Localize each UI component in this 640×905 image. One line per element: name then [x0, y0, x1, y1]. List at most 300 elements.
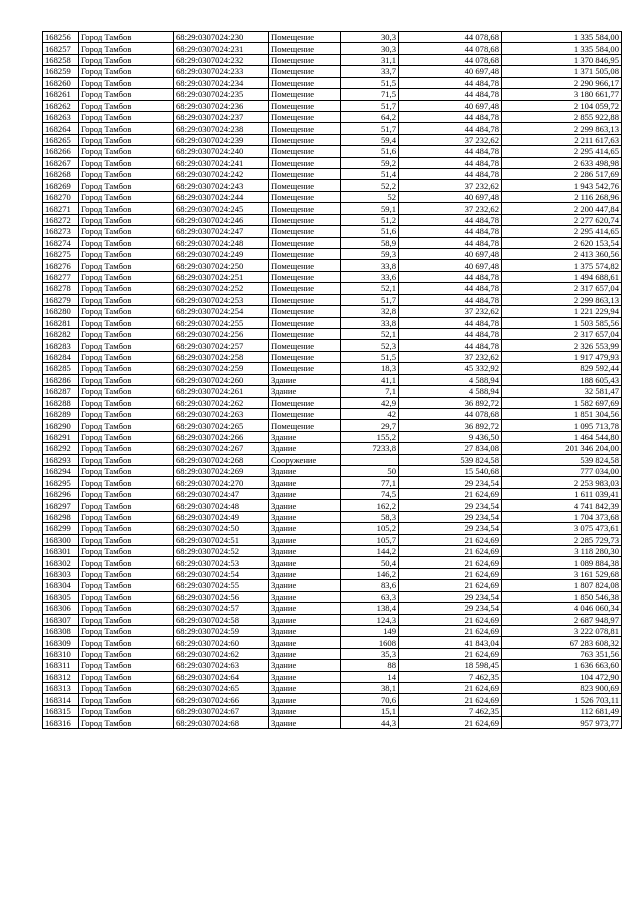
table-row: [43, 397, 622, 408]
cadastral-number-cell: 68:29:0307024:256: [174, 328, 269, 339]
object-type-cell: Помещение: [269, 203, 341, 214]
object-type-cell: Здание: [269, 625, 341, 636]
city-cell: Город Тамбов: [79, 625, 174, 636]
cadastral-value-cell: 3 180 661,77: [502, 89, 622, 100]
table-row: [43, 660, 622, 671]
city-cell: Город Тамбов: [79, 694, 174, 705]
table-row: [43, 306, 622, 317]
area-cell: 52,1: [341, 283, 399, 294]
row-number-cell: 168291: [43, 431, 79, 442]
cadastral-value-cell: 2 200 447,84: [502, 203, 622, 214]
city-cell: Город Тамбов: [79, 545, 174, 556]
cadastral-number-cell: 68:29:0307024:244: [174, 191, 269, 202]
cadastral-number-cell: 68:29:0307024:267: [174, 443, 269, 454]
area-cell: 83,6: [341, 580, 399, 591]
table-row: [43, 214, 622, 225]
city-cell: Город Тамбов: [79, 443, 174, 454]
area-cell: 58,3: [341, 511, 399, 522]
row-number-cell: 168278: [43, 283, 79, 294]
city-cell: Город Тамбов: [79, 500, 174, 511]
object-type-cell: Помещение: [269, 249, 341, 260]
object-type-cell: Здание: [269, 614, 341, 625]
object-type-cell: Помещение: [269, 226, 341, 237]
area-cell: 70,6: [341, 694, 399, 705]
specific-value-cell: 7 462,35: [399, 671, 502, 682]
table-row: [43, 317, 622, 328]
city-cell: Город Тамбов: [79, 351, 174, 362]
table-row: [43, 203, 622, 214]
area-cell: 105,2: [341, 523, 399, 534]
cadastral-number-cell: 68:29:0307024:63: [174, 660, 269, 671]
table-row: [43, 111, 622, 122]
object-type-cell: Помещение: [269, 294, 341, 305]
city-cell: Город Тамбов: [79, 705, 174, 716]
row-number-cell: 168296: [43, 488, 79, 499]
cadastral-number-cell: 68:29:0307024:238: [174, 123, 269, 134]
object-type-cell: Сооружение: [269, 454, 341, 465]
area-cell: 38,1: [341, 683, 399, 694]
area-cell: 64,2: [341, 111, 399, 122]
city-cell: Город Тамбов: [79, 294, 174, 305]
cadastral-value-cell: 67 283 608,32: [502, 637, 622, 648]
city-cell: Город Тамбов: [79, 580, 174, 591]
cadastral-value-cell: 1 526 703,11: [502, 694, 622, 705]
city-cell: Город Тамбов: [79, 660, 174, 671]
city-cell: Город Тамбов: [79, 203, 174, 214]
area-cell: 50,4: [341, 557, 399, 568]
table-row: [43, 420, 622, 431]
specific-value-cell: 44 484,78: [399, 237, 502, 248]
city-cell: Город Тамбов: [79, 717, 174, 728]
object-type-cell: Помещение: [269, 340, 341, 351]
specific-value-cell: 21 624,69: [399, 717, 502, 728]
cadastral-value-cell: 1 335 584,00: [502, 32, 622, 43]
city-cell: Город Тамбов: [79, 431, 174, 442]
table-row: [43, 271, 622, 282]
cadastral-value-cell: 2 116 268,96: [502, 191, 622, 202]
object-type-cell: Здание: [269, 557, 341, 568]
area-cell: 7233,8: [341, 443, 399, 454]
cadastral-value-cell: 2 633 498,98: [502, 157, 622, 168]
object-type-cell: Помещение: [269, 306, 341, 317]
area-cell: 105,7: [341, 534, 399, 545]
object-type-cell: Помещение: [269, 111, 341, 122]
row-number-cell: 168269: [43, 180, 79, 191]
cadastral-value-cell: 4 741 842,39: [502, 500, 622, 511]
city-cell: Город Тамбов: [79, 249, 174, 260]
table-row: [43, 100, 622, 111]
object-type-cell: Здание: [269, 443, 341, 454]
cadastral-value-cell: 2 295 414,65: [502, 226, 622, 237]
cadastral-number-cell: 68:29:0307024:50: [174, 523, 269, 534]
city-cell: Город Тамбов: [79, 477, 174, 488]
row-number-cell: 168267: [43, 157, 79, 168]
row-number-cell: 168290: [43, 420, 79, 431]
object-type-cell: Помещение: [269, 420, 341, 431]
specific-value-cell: 37 232,62: [399, 306, 502, 317]
table-row: [43, 226, 622, 237]
cadastral-number-cell: 68:29:0307024:56: [174, 591, 269, 602]
cadastral-value-cell: 32 581,47: [502, 386, 622, 397]
specific-value-cell: 44 484,78: [399, 111, 502, 122]
specific-value-cell: 44 078,68: [399, 43, 502, 54]
cadastral-number-cell: 68:29:0307024:242: [174, 169, 269, 180]
cadastral-value-cell: 2 299 863,13: [502, 123, 622, 134]
object-type-cell: Здание: [269, 477, 341, 488]
specific-value-cell: 29 234,54: [399, 523, 502, 534]
area-cell: [341, 454, 399, 465]
row-number-cell: 168292: [43, 443, 79, 454]
area-cell: 51,7: [341, 294, 399, 305]
cadastral-number-cell: 68:29:0307024:51: [174, 534, 269, 545]
cadastral-number-cell: 68:29:0307024:261: [174, 386, 269, 397]
cadastral-value-cell: 1 917 479,93: [502, 351, 622, 362]
cadastral-number-cell: 68:29:0307024:236: [174, 100, 269, 111]
area-cell: 51,4: [341, 169, 399, 180]
cadastral-value-cell: 763 351,56: [502, 648, 622, 659]
cadastral-number-cell: 68:29:0307024:231: [174, 43, 269, 54]
area-cell: 32,8: [341, 306, 399, 317]
cadastral-number-cell: 68:29:0307024:57: [174, 603, 269, 614]
specific-value-cell: 21 624,69: [399, 568, 502, 579]
specific-value-cell: 18 598,45: [399, 660, 502, 671]
object-type-cell: Здание: [269, 534, 341, 545]
area-cell: 149: [341, 625, 399, 636]
table-row: [43, 557, 622, 568]
city-cell: Город Тамбов: [79, 466, 174, 477]
area-cell: 59,2: [341, 157, 399, 168]
area-cell: 162,2: [341, 500, 399, 511]
cadastral-value-cell: 3 075 473,61: [502, 523, 622, 534]
cadastral-number-cell: 68:29:0307024:245: [174, 203, 269, 214]
row-number-cell: 168312: [43, 671, 79, 682]
city-cell: Город Тамбов: [79, 54, 174, 65]
row-number-cell: 168308: [43, 625, 79, 636]
specific-value-cell: 44 484,78: [399, 214, 502, 225]
area-cell: 30,3: [341, 43, 399, 54]
area-cell: 31,1: [341, 54, 399, 65]
table-row: [43, 169, 622, 180]
cadastral-number-cell: 68:29:0307024:230: [174, 32, 269, 43]
cadastral-value-cell: 1 089 884,38: [502, 557, 622, 568]
table-row: [43, 431, 622, 442]
row-number-cell: 168303: [43, 568, 79, 579]
specific-value-cell: 40 697,48: [399, 100, 502, 111]
specific-value-cell: 21 624,69: [399, 488, 502, 499]
table-row: [43, 260, 622, 271]
cadastral-number-cell: 68:29:0307024:263: [174, 408, 269, 419]
table-row: [43, 351, 622, 362]
object-type-cell: Помещение: [269, 32, 341, 43]
area-cell: 74,5: [341, 488, 399, 499]
cadastral-value-cell: 188 605,43: [502, 374, 622, 385]
object-type-cell: Помещение: [269, 180, 341, 191]
row-number-cell: 168295: [43, 477, 79, 488]
specific-value-cell: 40 697,48: [399, 260, 502, 271]
object-type-cell: Здание: [269, 488, 341, 499]
row-number-cell: 168262: [43, 100, 79, 111]
row-number-cell: 168263: [43, 111, 79, 122]
area-cell: 33,6: [341, 271, 399, 282]
city-cell: Город Тамбов: [79, 180, 174, 191]
specific-value-cell: 44 078,68: [399, 408, 502, 419]
cadastral-number-cell: 68:29:0307024:237: [174, 111, 269, 122]
cadastral-value-cell: 777 034,00: [502, 466, 622, 477]
cadastral-value-cell: 112 681,49: [502, 705, 622, 716]
object-type-cell: Здание: [269, 717, 341, 728]
specific-value-cell: 44 484,78: [399, 169, 502, 180]
object-type-cell: Здание: [269, 431, 341, 442]
area-cell: 50: [341, 466, 399, 477]
table-row: [43, 249, 622, 260]
row-number-cell: 168260: [43, 77, 79, 88]
cadastral-number-cell: 68:29:0307024:255: [174, 317, 269, 328]
object-type-cell: Здание: [269, 648, 341, 659]
specific-value-cell: 44 484,78: [399, 146, 502, 157]
cadastral-number-cell: 68:29:0307024:269: [174, 466, 269, 477]
city-cell: Город Тамбов: [79, 397, 174, 408]
object-type-cell: Помещение: [269, 43, 341, 54]
area-cell: 15,1: [341, 705, 399, 716]
specific-value-cell: 45 332,92: [399, 363, 502, 374]
specific-value-cell: 37 232,62: [399, 134, 502, 145]
cadastral-number-cell: 68:29:0307024:260: [174, 374, 269, 385]
object-type-cell: Помещение: [269, 157, 341, 168]
specific-value-cell: 41 843,04: [399, 637, 502, 648]
city-cell: Город Тамбов: [79, 271, 174, 282]
object-type-cell: Помещение: [269, 363, 341, 374]
area-cell: 51,5: [341, 77, 399, 88]
area-cell: 51,6: [341, 146, 399, 157]
city-cell: Город Тамбов: [79, 226, 174, 237]
cadastral-value-cell: 2 620 153,54: [502, 237, 622, 248]
cadastral-value-cell: 2 211 617,63: [502, 134, 622, 145]
row-number-cell: 168284: [43, 351, 79, 362]
object-type-cell: Помещение: [269, 66, 341, 77]
area-cell: 59,1: [341, 203, 399, 214]
cadastral-number-cell: 68:29:0307024:55: [174, 580, 269, 591]
area-cell: 124,3: [341, 614, 399, 625]
city-cell: Город Тамбов: [79, 374, 174, 385]
area-cell: 35,3: [341, 648, 399, 659]
city-cell: Город Тамбов: [79, 511, 174, 522]
object-type-cell: Помещение: [269, 260, 341, 271]
cadastral-number-cell: 68:29:0307024:65: [174, 683, 269, 694]
row-number-cell: 168289: [43, 408, 79, 419]
table-row: [43, 89, 622, 100]
city-cell: Город Тамбов: [79, 408, 174, 419]
object-type-cell: Здание: [269, 603, 341, 614]
cadastral-number-cell: 68:29:0307024:246: [174, 214, 269, 225]
city-cell: Город Тамбов: [79, 43, 174, 54]
cadastral-number-cell: 68:29:0307024:252: [174, 283, 269, 294]
row-number-cell: 168259: [43, 66, 79, 77]
specific-value-cell: 29 234,54: [399, 500, 502, 511]
specific-value-cell: 40 697,48: [399, 66, 502, 77]
row-number-cell: 168258: [43, 54, 79, 65]
object-type-cell: Помещение: [269, 169, 341, 180]
specific-value-cell: 9 436,50: [399, 431, 502, 442]
area-cell: 58,9: [341, 237, 399, 248]
cadastral-number-cell: 68:29:0307024:68: [174, 717, 269, 728]
row-number-cell: 168280: [43, 306, 79, 317]
row-number-cell: 168305: [43, 591, 79, 602]
specific-value-cell: 4 588,94: [399, 374, 502, 385]
specific-value-cell: 36 892,72: [399, 420, 502, 431]
object-type-cell: Здание: [269, 580, 341, 591]
cadastral-value-cell: 539 824,58: [502, 454, 622, 465]
specific-value-cell: 29 234,54: [399, 591, 502, 602]
cadastral-value-cell: 2 277 620,74: [502, 214, 622, 225]
area-cell: 144,2: [341, 545, 399, 556]
specific-value-cell: 21 624,69: [399, 694, 502, 705]
area-cell: 51,7: [341, 123, 399, 134]
row-number-cell: 168299: [43, 523, 79, 534]
object-type-cell: Здание: [269, 694, 341, 705]
cadastral-value-cell: 2 299 863,13: [502, 294, 622, 305]
table-row: [43, 363, 622, 374]
cadastral-number-cell: 68:29:0307024:59: [174, 625, 269, 636]
specific-value-cell: 21 624,69: [399, 534, 502, 545]
cadastral-value-cell: 1 371 505,08: [502, 66, 622, 77]
cadastral-value-cell: 1 221 229,94: [502, 306, 622, 317]
object-type-cell: Помещение: [269, 317, 341, 328]
object-type-cell: Помещение: [269, 408, 341, 419]
object-type-cell: Здание: [269, 523, 341, 534]
specific-value-cell: 4 588,94: [399, 386, 502, 397]
table-row: [43, 386, 622, 397]
object-type-cell: Помещение: [269, 214, 341, 225]
table-row: [43, 637, 622, 648]
table-row: [43, 580, 622, 591]
cadastral-number-cell: 68:29:0307024:249: [174, 249, 269, 260]
cadastral-value-cell: 1 807 824,08: [502, 580, 622, 591]
city-cell: Город Тамбов: [79, 100, 174, 111]
table-row: [43, 443, 622, 454]
object-type-cell: Здание: [269, 568, 341, 579]
object-type-cell: Здание: [269, 466, 341, 477]
specific-value-cell: 21 624,69: [399, 625, 502, 636]
table-row: [43, 545, 622, 556]
area-cell: 44,3: [341, 717, 399, 728]
city-cell: Город Тамбов: [79, 523, 174, 534]
table-row: [43, 568, 622, 579]
cadastral-value-cell: 2 326 553,99: [502, 340, 622, 351]
cadastral-number-cell: 68:29:0307024:234: [174, 77, 269, 88]
row-number-cell: 168315: [43, 705, 79, 716]
cadastral-number-cell: 68:29:0307024:258: [174, 351, 269, 362]
cadastral-number-cell: 68:29:0307024:253: [174, 294, 269, 305]
object-type-cell: Помещение: [269, 271, 341, 282]
area-cell: 52: [341, 191, 399, 202]
area-cell: 29,7: [341, 420, 399, 431]
row-number-cell: 168300: [43, 534, 79, 545]
table-row: [43, 134, 622, 145]
row-number-cell: 168297: [43, 500, 79, 511]
cadastral-number-cell: 68:29:0307024:49: [174, 511, 269, 522]
city-cell: Город Тамбов: [79, 260, 174, 271]
object-type-cell: Здание: [269, 374, 341, 385]
specific-value-cell: 44 078,68: [399, 32, 502, 43]
specific-value-cell: 40 697,48: [399, 249, 502, 260]
cadastral-value-cell: 3 118 280,30: [502, 545, 622, 556]
object-type-cell: Помещение: [269, 89, 341, 100]
object-type-cell: Здание: [269, 705, 341, 716]
table-row: [43, 408, 622, 419]
cadastral-value-cell: 823 900,69: [502, 683, 622, 694]
cadastral-number-cell: 68:29:0307024:48: [174, 500, 269, 511]
row-number-cell: 168277: [43, 271, 79, 282]
area-cell: 52,3: [341, 340, 399, 351]
specific-value-cell: 21 624,69: [399, 648, 502, 659]
specific-value-cell: 36 892,72: [399, 397, 502, 408]
specific-value-cell: 37 232,62: [399, 203, 502, 214]
object-type-cell: Помещение: [269, 134, 341, 145]
row-number-cell: 168281: [43, 317, 79, 328]
object-type-cell: Здание: [269, 386, 341, 397]
cadastral-number-cell: 68:29:0307024:232: [174, 54, 269, 65]
table-row: [43, 43, 622, 54]
cadastral-value-cell: 1 464 544,80: [502, 431, 622, 442]
specific-value-cell: 44 484,78: [399, 123, 502, 134]
table-row: [43, 694, 622, 705]
area-cell: 88: [341, 660, 399, 671]
specific-value-cell: 44 484,78: [399, 271, 502, 282]
city-cell: Город Тамбов: [79, 420, 174, 431]
object-type-cell: Помещение: [269, 397, 341, 408]
row-number-cell: 168279: [43, 294, 79, 305]
cadastral-value-cell: 2 253 983,03: [502, 477, 622, 488]
cadastral-number-cell: 68:29:0307024:259: [174, 363, 269, 374]
row-number-cell: 168274: [43, 237, 79, 248]
city-cell: Город Тамбов: [79, 488, 174, 499]
area-cell: 33,7: [341, 66, 399, 77]
cadastral-value-cell: 1 850 546,38: [502, 591, 622, 602]
object-type-cell: Помещение: [269, 191, 341, 202]
table-row: [43, 500, 622, 511]
city-cell: Город Тамбов: [79, 134, 174, 145]
cadastral-number-cell: 68:29:0307024:66: [174, 694, 269, 705]
cadastral-value-cell: 1 370 846,95: [502, 54, 622, 65]
row-number-cell: 168293: [43, 454, 79, 465]
table-row: [43, 466, 622, 477]
cadastral-value-cell: 1 943 542,76: [502, 180, 622, 191]
row-number-cell: 168283: [43, 340, 79, 351]
cadastral-number-cell: 68:29:0307024:270: [174, 477, 269, 488]
cadastral-number-cell: 68:29:0307024:241: [174, 157, 269, 168]
cadastral-number-cell: 68:29:0307024:251: [174, 271, 269, 282]
cadastral-value-cell: 2 687 948,97: [502, 614, 622, 625]
table-row: [43, 717, 622, 728]
table-row: [43, 32, 622, 43]
cadastral-value-cell: 1 636 663,60: [502, 660, 622, 671]
row-number-cell: 168261: [43, 89, 79, 100]
table-row: [43, 454, 622, 465]
city-cell: Город Тамбов: [79, 283, 174, 294]
cadastral-number-cell: 68:29:0307024:262: [174, 397, 269, 408]
cadastral-number-cell: 68:29:0307024:53: [174, 557, 269, 568]
area-cell: 51,6: [341, 226, 399, 237]
specific-value-cell: 44 484,78: [399, 77, 502, 88]
specific-value-cell: 27 834,08: [399, 443, 502, 454]
table-row: [43, 614, 622, 625]
cadastral-number-cell: 68:29:0307024:268: [174, 454, 269, 465]
table-row: [43, 534, 622, 545]
table-row: [43, 511, 622, 522]
object-type-cell: Здание: [269, 591, 341, 602]
table-row: [43, 625, 622, 636]
table-row: [43, 340, 622, 351]
